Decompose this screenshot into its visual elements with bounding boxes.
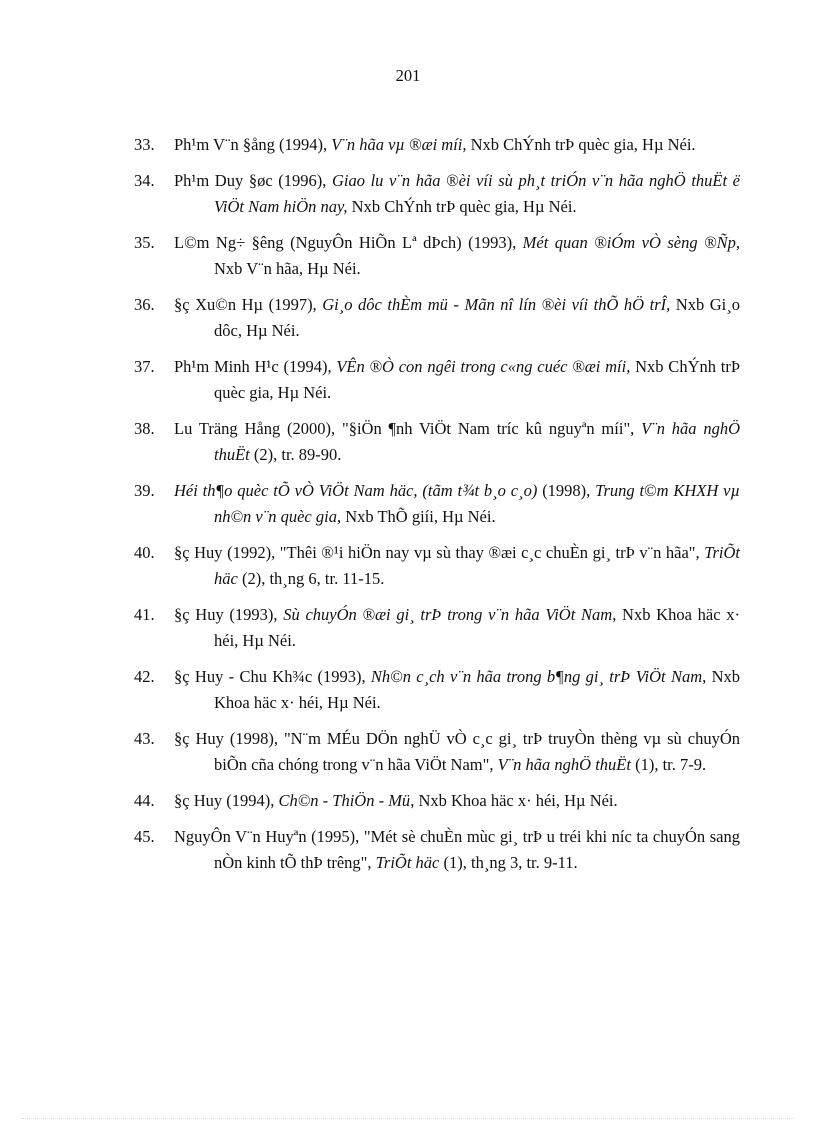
- reference-entry: [134, 602, 740, 654]
- reference-title: V¨n hãa nghÖ thuËt: [214, 419, 740, 464]
- reference-text: , Nxb Khoa häc x· héi, Hµ Néi.: [410, 791, 618, 810]
- reference-number: 36.: [134, 295, 155, 314]
- page-number: 201: [395, 66, 421, 85]
- reference-text: Nxb ChÝnh trÞ quèc gia, Hµ Néi.: [466, 135, 696, 154]
- reference-text: , Nxb Khoa häc x· héi, Hµ Néi.: [214, 667, 741, 712]
- reference-entry: [134, 354, 740, 406]
- reference-number: 45.: [134, 827, 155, 846]
- reference-number: 37.: [134, 357, 155, 376]
- reference-text: §ç Huy - Chu Kh¾c (1993),: [174, 667, 371, 686]
- reference-entry: [134, 132, 740, 158]
- reference-entry: [134, 788, 740, 814]
- reference-text: Nxb ChÝnh trÞ quèc gia, Hµ Néi.: [214, 357, 741, 402]
- reference-entry: [134, 292, 740, 344]
- reference-text: §ç Huy (1998), "N¨m MÉu DÖn nghÜ vÒ c¸c gi¸ trÞ truyÒn thèng vµ sù chuyÓn biÕn cña chóng trong v¨n hãa ViÖt Nam",: [174, 729, 740, 774]
- reference-text: Nxb Gi¸o dôc, Hµ Néi.: [214, 295, 741, 340]
- reference-list: [134, 132, 740, 886]
- reference-title: Trung t©m KHXH vµ nh©n v¨n quèc gia: [214, 481, 740, 526]
- reference-text: NguyÔn V¨n Huyªn (1995), "Mét sè chuÈn mùc gi¸ trÞ u tréi khi níc ta chuyÓn sang nÒn kinh tÕ thÞ trêng",: [174, 827, 740, 872]
- reference-text: L©m Ng÷ §êng (NguyÔn HiÕn Lª dÞch) (1993),: [174, 233, 523, 252]
- reference-number: 44.: [134, 791, 155, 810]
- reference-title: VÊn ®Ò con ngêi trong c«ng cuéc ®æi míi,: [336, 357, 631, 376]
- reference-title: Mét quan ®iÓm vÒ sèng ®Ñp,: [522, 233, 740, 252]
- reference-number: 35.: [134, 233, 155, 252]
- reference-text: Nxb ChÝnh trÞ quèc gia, Hµ Néi.: [347, 197, 577, 216]
- reference-text: §ç Huy (1993),: [174, 605, 284, 624]
- reference-number: 41.: [134, 605, 155, 624]
- reference-entry: [134, 168, 740, 220]
- reference-text: (1), tr. 7-9.: [630, 755, 707, 774]
- reference-number: 42.: [134, 667, 155, 686]
- reference-text: (2), th¸ng 6, tr. 11-15.: [237, 569, 385, 588]
- reference-number: 33.: [134, 135, 155, 154]
- reference-number: 38.: [134, 419, 155, 438]
- reference-entry: [134, 664, 740, 716]
- reference-title: V¨n hãa vµ ®æi míi,: [331, 135, 467, 154]
- reference-text: (1), th¸ng 3, tr. 9-11.: [439, 853, 578, 872]
- reference-text: (1998),: [537, 481, 596, 500]
- reference-number: 34.: [134, 171, 155, 190]
- reference-title: Sù chuyÓn ®æi gi¸ trÞ trong v¨n hãa ViÖt Nam: [283, 605, 613, 624]
- reference-title: TriÕt häc: [214, 543, 740, 588]
- reference-text: , Nxb ThÕ giíi, Hµ Néi.: [336, 507, 496, 526]
- reference-text: Nxb V¨n hãa, Hµ Néi.: [214, 259, 361, 278]
- reference-title: TriÕt häc: [375, 853, 440, 872]
- reference-number: 43.: [134, 729, 155, 748]
- reference-text: Ph¹m Minh H¹c (1994),: [174, 357, 337, 376]
- reference-entry: [134, 478, 740, 530]
- reference-text: §ç Xu©n Hµ (1997),: [174, 295, 323, 314]
- reference-text: (2), tr. 89-90.: [249, 445, 342, 464]
- reference-text: Ph¹m V¨n §ång (1994),: [174, 135, 332, 154]
- reference-entry: [134, 416, 740, 468]
- reference-entry: [134, 824, 740, 876]
- reference-text: Lu Träng Hång (2000), "§iÖn ¶nh ViÖt Nam tríc kû nguyªn míi",: [174, 419, 642, 438]
- reference-entry: [134, 726, 740, 778]
- reference-title: Ch©n - ThiÖn - Mü: [278, 791, 411, 810]
- reference-title: Héi th¶o quèc tÕ vÒ ViÖt Nam häc, (tãm t¾t b¸o c¸o): [174, 481, 538, 500]
- reference-title: Nh©n c¸ch v¨n hãa trong b¶ng gi¸ trÞ ViÖt Nam: [370, 667, 703, 686]
- page-bottom-divider: [22, 1118, 794, 1119]
- reference-text: §ç Huy (1994),: [174, 791, 279, 810]
- reference-text: , Nxb Khoa häc x· héi, Hµ Néi.: [214, 605, 740, 650]
- reference-number: 39.: [134, 481, 155, 500]
- reference-title: V¨n hãa nghÖ thuËt: [497, 755, 631, 774]
- reference-text: §ç Huy (1992), "Thêi ®¹i hiÖn nay vµ sù thay ®æi c¸c chuÈn gi¸ trÞ v¨n hãa",: [174, 543, 705, 562]
- reference-entry: [134, 540, 740, 592]
- reference-entry: [134, 230, 740, 282]
- reference-title: Gi¸o dôc thÈm mü - Mãn nî lín ®èi víi thÕ hÖ trÎ,: [322, 295, 671, 314]
- reference-number: 40.: [134, 543, 155, 562]
- reference-text: Ph¹m Duy §øc (1996),: [174, 171, 332, 190]
- reference-title: Giao lu v¨n hãa ®èi víi sù ph¸t triÓn v¨n hãa nghÖ thuËt ë ViÖt Nam hiÖn nay,: [214, 171, 740, 216]
